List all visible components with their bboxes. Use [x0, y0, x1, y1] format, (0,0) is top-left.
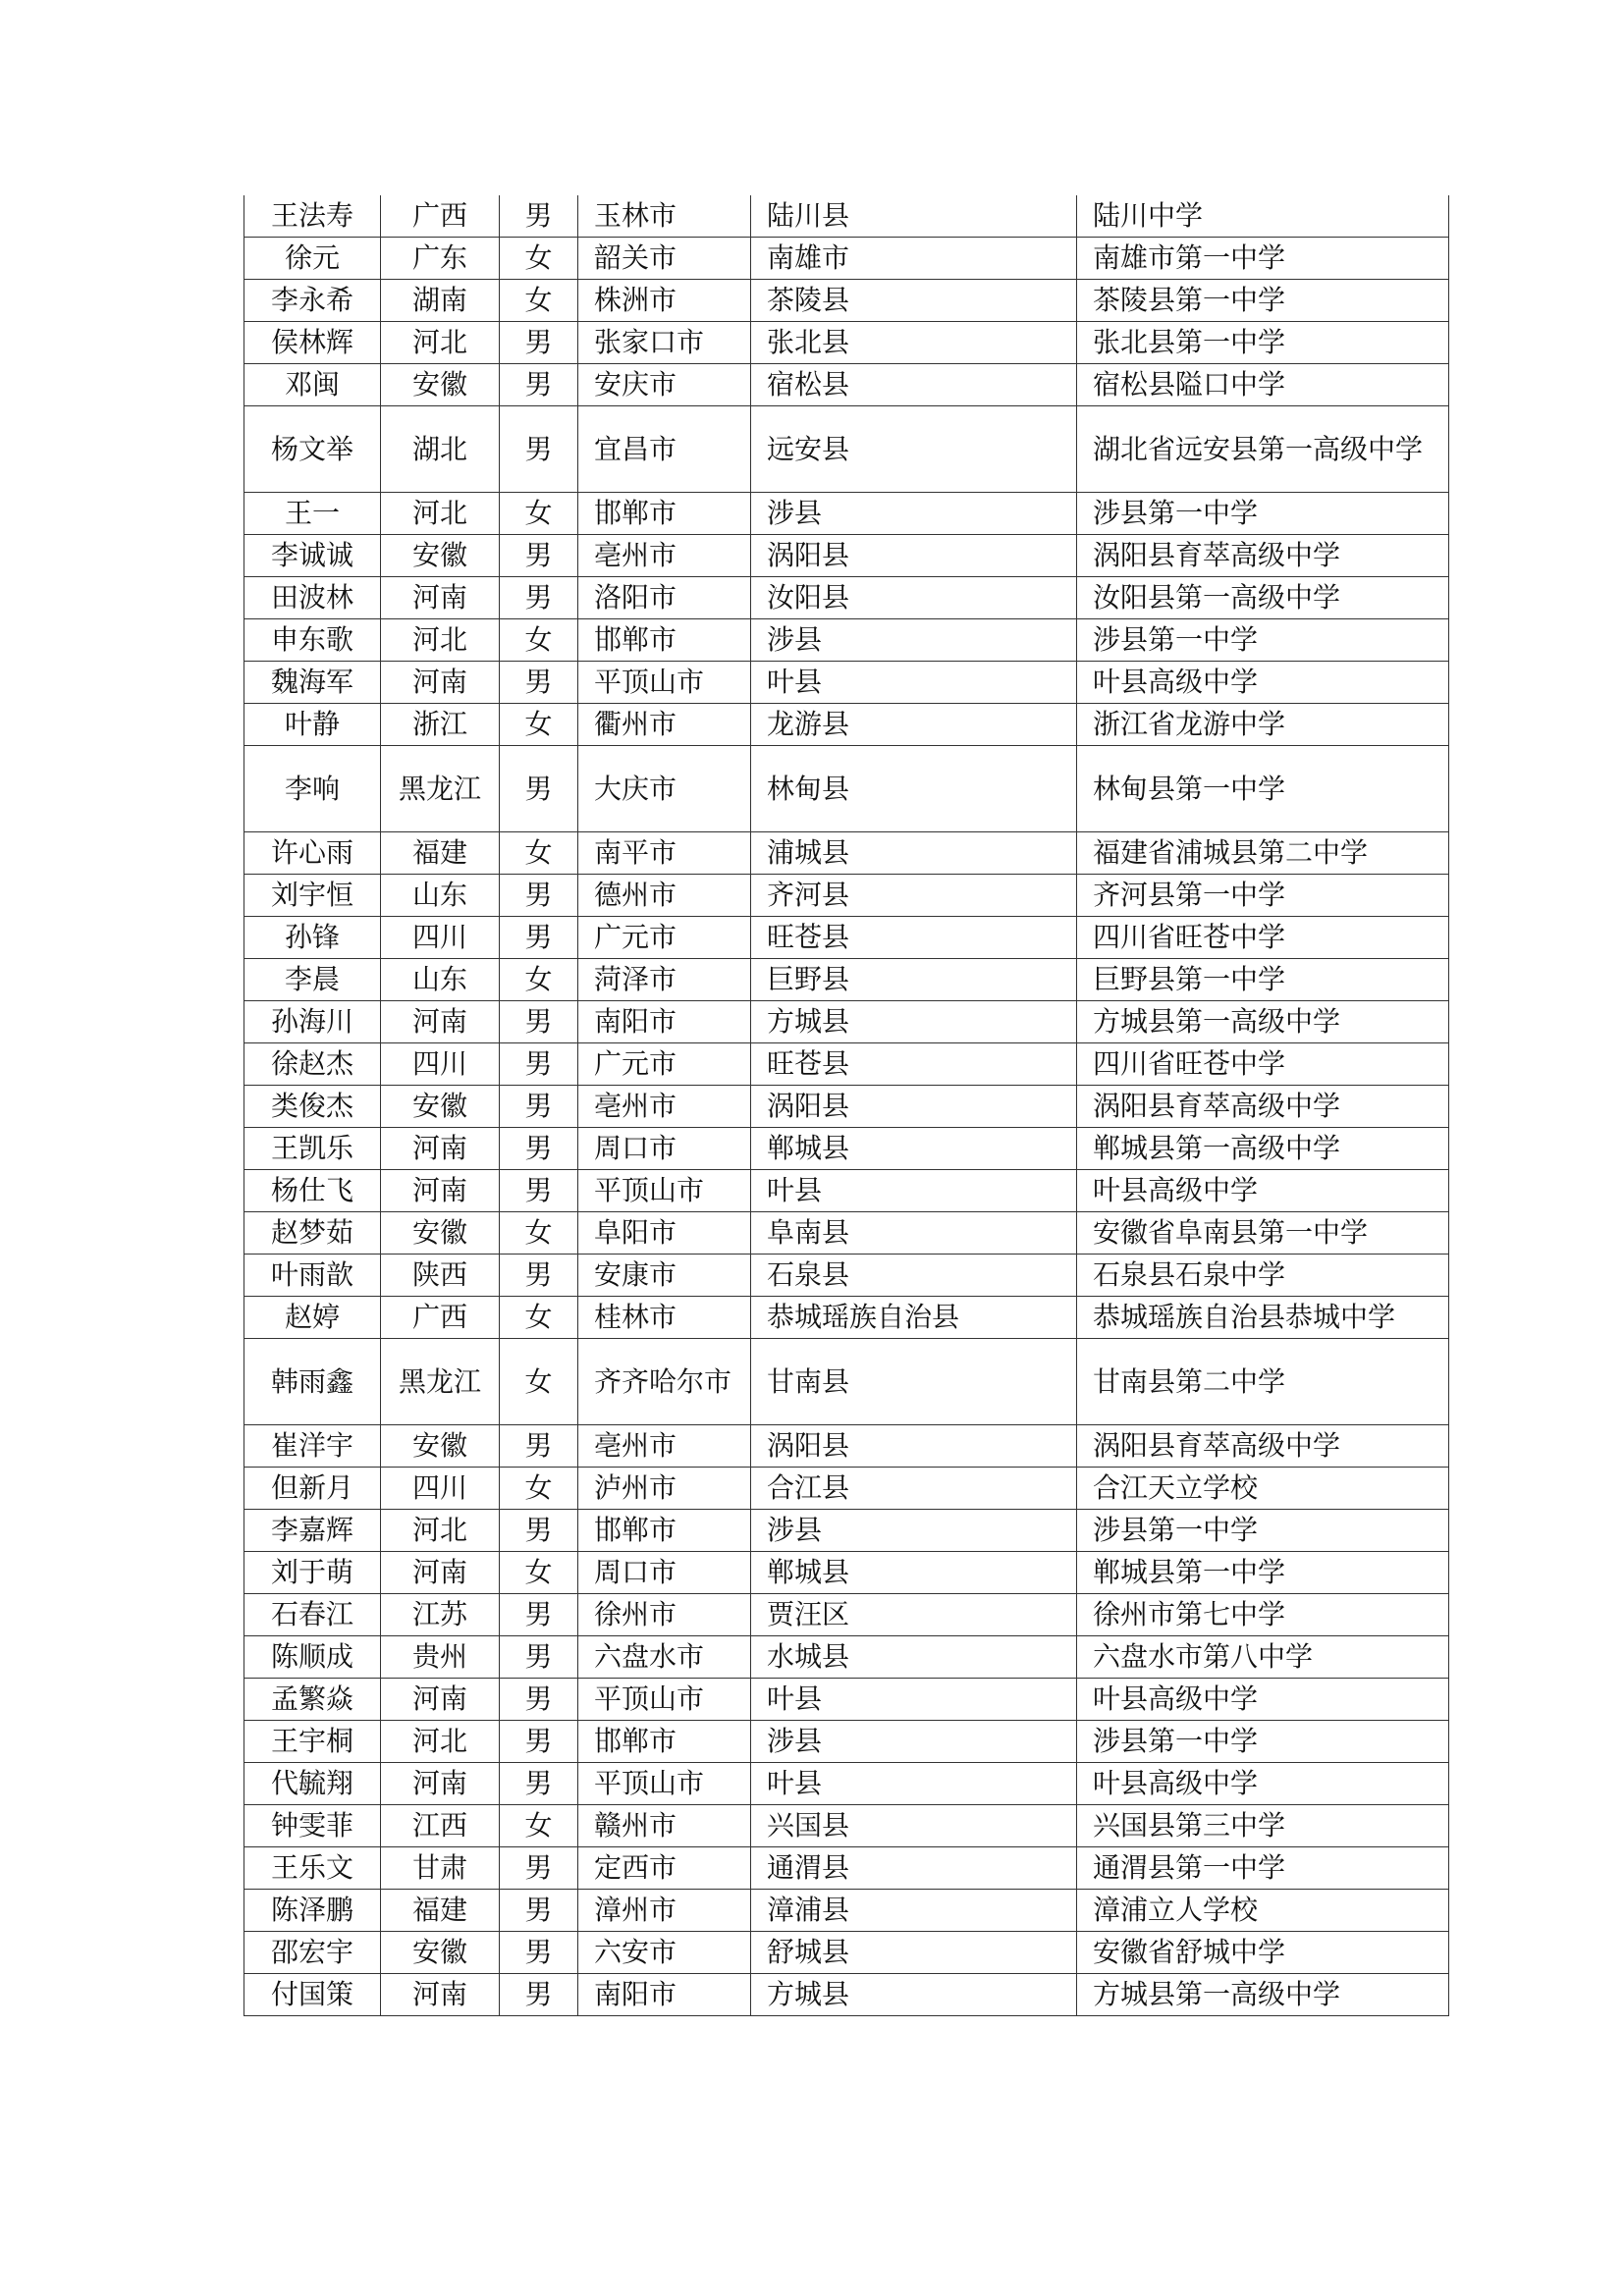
- province-cell: 河南: [381, 1974, 500, 2016]
- gender-cell: 男: [500, 1128, 578, 1170]
- table-row: [244, 1170, 1449, 1212]
- table-row: [244, 493, 1449, 535]
- city-cell: 泸州市: [578, 1468, 751, 1510]
- province-cell: 广西: [381, 1297, 500, 1339]
- school-cell: 叶县高级中学: [1077, 662, 1449, 704]
- city-cell: 平顶山市: [578, 1679, 751, 1721]
- city-cell: 宜昌市: [578, 406, 751, 493]
- school-cell: 石泉县石泉中学: [1077, 1255, 1449, 1297]
- name-cell: 赵梦茹: [244, 1212, 381, 1255]
- name-cell: 代毓翔: [244, 1763, 381, 1805]
- province-cell: 浙江: [381, 704, 500, 746]
- school-cell: 浙江省龙游中学: [1077, 704, 1449, 746]
- table-row: [244, 959, 1449, 1001]
- table-row: [244, 1721, 1449, 1763]
- county-cell: 茶陵县: [751, 280, 1077, 322]
- school-cell: 叶县高级中学: [1077, 1679, 1449, 1721]
- city-cell: 亳州市: [578, 1425, 751, 1468]
- city-cell: 张家口市: [578, 322, 751, 364]
- school-cell: 涉县第一中学: [1077, 493, 1449, 535]
- school-cell: 齐河县第一中学: [1077, 875, 1449, 917]
- name-cell: 付国策: [244, 1974, 381, 2016]
- school-cell: 南雄市第一中学: [1077, 238, 1449, 280]
- province-cell: 贵州: [381, 1636, 500, 1679]
- county-cell: 宿松县: [751, 364, 1077, 406]
- city-cell: 亳州市: [578, 535, 751, 577]
- table-row: [244, 875, 1449, 917]
- table-row: [244, 1086, 1449, 1128]
- province-cell: 河南: [381, 662, 500, 704]
- city-cell: 菏泽市: [578, 959, 751, 1001]
- school-cell: 合江天立学校: [1077, 1468, 1449, 1510]
- school-cell: 陆川中学: [1077, 195, 1449, 238]
- name-cell: 孙锋: [244, 917, 381, 959]
- name-cell: 侯林辉: [244, 322, 381, 364]
- name-cell: 刘宇恒: [244, 875, 381, 917]
- province-cell: 河南: [381, 1679, 500, 1721]
- gender-cell: 男: [500, 364, 578, 406]
- county-cell: 叶县: [751, 1679, 1077, 1721]
- table-row: [244, 704, 1449, 746]
- school-cell: 茶陵县第一中学: [1077, 280, 1449, 322]
- city-cell: 邯郸市: [578, 619, 751, 662]
- city-cell: 大庆市: [578, 746, 751, 832]
- county-cell: 张北县: [751, 322, 1077, 364]
- city-cell: 平顶山市: [578, 662, 751, 704]
- province-cell: 安徽: [381, 364, 500, 406]
- city-cell: 玉林市: [578, 195, 751, 238]
- city-cell: 株洲市: [578, 280, 751, 322]
- name-cell: 孙海川: [244, 1001, 381, 1043]
- county-cell: 石泉县: [751, 1255, 1077, 1297]
- name-cell: 刘于萌: [244, 1552, 381, 1594]
- province-cell: 河南: [381, 1001, 500, 1043]
- county-cell: 恭城瑶族自治县: [751, 1297, 1077, 1339]
- name-cell: 王法寿: [244, 195, 381, 238]
- province-cell: 安徽: [381, 535, 500, 577]
- table-row: [244, 195, 1449, 238]
- gender-cell: 女: [500, 1212, 578, 1255]
- table-row: [244, 619, 1449, 662]
- gender-cell: 男: [500, 1763, 578, 1805]
- county-cell: 叶县: [751, 1170, 1077, 1212]
- city-cell: 平顶山市: [578, 1763, 751, 1805]
- province-cell: 河南: [381, 577, 500, 619]
- gender-cell: 男: [500, 195, 578, 238]
- name-cell: 钟雯菲: [244, 1805, 381, 1847]
- school-cell: 郸城县第一中学: [1077, 1552, 1449, 1594]
- student-roster-table: [244, 195, 1449, 2016]
- province-cell: 湖南: [381, 280, 500, 322]
- school-cell: 徐州市第七中学: [1077, 1594, 1449, 1636]
- gender-cell: 男: [500, 1425, 578, 1468]
- county-cell: 远安县: [751, 406, 1077, 493]
- name-cell: 叶雨歆: [244, 1255, 381, 1297]
- gender-cell: 女: [500, 1468, 578, 1510]
- province-cell: 甘肃: [381, 1847, 500, 1890]
- name-cell: 韩雨鑫: [244, 1339, 381, 1425]
- city-cell: 桂林市: [578, 1297, 751, 1339]
- city-cell: 平顶山市: [578, 1170, 751, 1212]
- gender-cell: 男: [500, 1932, 578, 1974]
- province-cell: 河北: [381, 1721, 500, 1763]
- name-cell: 叶静: [244, 704, 381, 746]
- county-cell: 舒城县: [751, 1932, 1077, 1974]
- county-cell: 涉县: [751, 619, 1077, 662]
- name-cell: 王凯乐: [244, 1128, 381, 1170]
- gender-cell: 男: [500, 1001, 578, 1043]
- province-cell: 安徽: [381, 1932, 500, 1974]
- gender-cell: 男: [500, 406, 578, 493]
- school-cell: 安徽省舒城中学: [1077, 1932, 1449, 1974]
- province-cell: 广东: [381, 238, 500, 280]
- name-cell: 李嘉辉: [244, 1510, 381, 1552]
- table-row: [244, 832, 1449, 875]
- table-row: [244, 1339, 1449, 1425]
- county-cell: 水城县: [751, 1636, 1077, 1679]
- school-cell: 林甸县第一中学: [1077, 746, 1449, 832]
- school-cell: 四川省旺苍中学: [1077, 917, 1449, 959]
- province-cell: 山东: [381, 959, 500, 1001]
- table-row: [244, 1679, 1449, 1721]
- county-cell: 通渭县: [751, 1847, 1077, 1890]
- school-cell: 恭城瑶族自治县恭城中学: [1077, 1297, 1449, 1339]
- county-cell: 涉县: [751, 1721, 1077, 1763]
- county-cell: 叶县: [751, 662, 1077, 704]
- city-cell: 南阳市: [578, 1974, 751, 2016]
- name-cell: 王宇桐: [244, 1721, 381, 1763]
- province-cell: 江苏: [381, 1594, 500, 1636]
- city-cell: 邯郸市: [578, 1721, 751, 1763]
- gender-cell: 女: [500, 959, 578, 1001]
- province-cell: 黑龙江: [381, 746, 500, 832]
- gender-cell: 女: [500, 704, 578, 746]
- city-cell: 邯郸市: [578, 1510, 751, 1552]
- city-cell: 南平市: [578, 832, 751, 875]
- table-row: [244, 406, 1449, 493]
- table-row: [244, 1636, 1449, 1679]
- school-cell: 湖北省远安县第一高级中学: [1077, 406, 1449, 493]
- gender-cell: 男: [500, 875, 578, 917]
- table-row: [244, 746, 1449, 832]
- gender-cell: 女: [500, 238, 578, 280]
- county-cell: 南雄市: [751, 238, 1077, 280]
- city-cell: 安康市: [578, 1255, 751, 1297]
- table-row: [244, 1255, 1449, 1297]
- city-cell: 广元市: [578, 917, 751, 959]
- name-cell: 徐赵杰: [244, 1043, 381, 1086]
- city-cell: 邯郸市: [578, 493, 751, 535]
- province-cell: 山东: [381, 875, 500, 917]
- county-cell: 贾汪区: [751, 1594, 1077, 1636]
- gender-cell: 男: [500, 1510, 578, 1552]
- gender-cell: 女: [500, 832, 578, 875]
- name-cell: 王乐文: [244, 1847, 381, 1890]
- province-cell: 四川: [381, 1468, 500, 1510]
- school-cell: 巨野县第一中学: [1077, 959, 1449, 1001]
- name-cell: 类俊杰: [244, 1086, 381, 1128]
- gender-cell: 男: [500, 662, 578, 704]
- city-cell: 广元市: [578, 1043, 751, 1086]
- school-cell: 涉县第一中学: [1077, 619, 1449, 662]
- name-cell: 田波林: [244, 577, 381, 619]
- name-cell: 徐元: [244, 238, 381, 280]
- table-row: [244, 1510, 1449, 1552]
- school-cell: 涡阳县育萃高级中学: [1077, 1086, 1449, 1128]
- school-cell: 方城县第一高级中学: [1077, 1001, 1449, 1043]
- gender-cell: 男: [500, 1974, 578, 2016]
- gender-cell: 男: [500, 1255, 578, 1297]
- city-cell: 徐州市: [578, 1594, 751, 1636]
- school-cell: 方城县第一高级中学: [1077, 1974, 1449, 2016]
- name-cell: 李响: [244, 746, 381, 832]
- school-cell: 张北县第一中学: [1077, 322, 1449, 364]
- table-row: [244, 917, 1449, 959]
- province-cell: 广西: [381, 195, 500, 238]
- county-cell: 甘南县: [751, 1339, 1077, 1425]
- county-cell: 阜南县: [751, 1212, 1077, 1255]
- table-row: [244, 535, 1449, 577]
- gender-cell: 男: [500, 1170, 578, 1212]
- name-cell: 孟繁焱: [244, 1679, 381, 1721]
- county-cell: 旺苍县: [751, 1043, 1077, 1086]
- county-cell: 涉县: [751, 1510, 1077, 1552]
- name-cell: 申东歌: [244, 619, 381, 662]
- table-row: [244, 1594, 1449, 1636]
- school-cell: 漳浦立人学校: [1077, 1890, 1449, 1932]
- gender-cell: 男: [500, 322, 578, 364]
- city-cell: 六安市: [578, 1932, 751, 1974]
- city-cell: 洛阳市: [578, 577, 751, 619]
- school-cell: 宿松县隘口中学: [1077, 364, 1449, 406]
- city-cell: 漳州市: [578, 1890, 751, 1932]
- gender-cell: 女: [500, 280, 578, 322]
- province-cell: 安徽: [381, 1086, 500, 1128]
- gender-cell: 男: [500, 917, 578, 959]
- table-row: [244, 662, 1449, 704]
- gender-cell: 男: [500, 746, 578, 832]
- gender-cell: 女: [500, 493, 578, 535]
- province-cell: 湖北: [381, 406, 500, 493]
- school-cell: 涡阳县育萃高级中学: [1077, 1425, 1449, 1468]
- name-cell: 陈泽鹏: [244, 1890, 381, 1932]
- gender-cell: 男: [500, 1594, 578, 1636]
- table-row: [244, 1805, 1449, 1847]
- roster-body: [244, 195, 1449, 2016]
- gender-cell: 女: [500, 1552, 578, 1594]
- city-cell: 亳州市: [578, 1086, 751, 1128]
- gender-cell: 女: [500, 1805, 578, 1847]
- school-cell: 六盘水市第八中学: [1077, 1636, 1449, 1679]
- county-cell: 郸城县: [751, 1128, 1077, 1170]
- province-cell: 四川: [381, 1043, 500, 1086]
- table-row: [244, 238, 1449, 280]
- province-cell: 河北: [381, 322, 500, 364]
- county-cell: 涡阳县: [751, 535, 1077, 577]
- table-row: [244, 1468, 1449, 1510]
- name-cell: 邓闽: [244, 364, 381, 406]
- school-cell: 甘南县第二中学: [1077, 1339, 1449, 1425]
- school-cell: 兴国县第三中学: [1077, 1805, 1449, 1847]
- county-cell: 林甸县: [751, 746, 1077, 832]
- table-row: [244, 1001, 1449, 1043]
- table-row: [244, 1212, 1449, 1255]
- city-cell: 定西市: [578, 1847, 751, 1890]
- county-cell: 合江县: [751, 1468, 1077, 1510]
- city-cell: 衢州市: [578, 704, 751, 746]
- name-cell: 杨文举: [244, 406, 381, 493]
- gender-cell: 男: [500, 1043, 578, 1086]
- school-cell: 四川省旺苍中学: [1077, 1043, 1449, 1086]
- gender-cell: 男: [500, 1086, 578, 1128]
- gender-cell: 男: [500, 1636, 578, 1679]
- school-cell: 通渭县第一中学: [1077, 1847, 1449, 1890]
- school-cell: 涉县第一中学: [1077, 1510, 1449, 1552]
- city-cell: 六盘水市: [578, 1636, 751, 1679]
- city-cell: 韶关市: [578, 238, 751, 280]
- county-cell: 齐河县: [751, 875, 1077, 917]
- province-cell: 河北: [381, 493, 500, 535]
- province-cell: 福建: [381, 1890, 500, 1932]
- province-cell: 河南: [381, 1552, 500, 1594]
- name-cell: 王一: [244, 493, 381, 535]
- name-cell: 杨仕飞: [244, 1170, 381, 1212]
- name-cell: 魏海军: [244, 662, 381, 704]
- school-cell: 郸城县第一高级中学: [1077, 1128, 1449, 1170]
- table-row: [244, 1763, 1449, 1805]
- county-cell: 涡阳县: [751, 1425, 1077, 1468]
- gender-cell: 女: [500, 1297, 578, 1339]
- county-cell: 巨野县: [751, 959, 1077, 1001]
- table-row: [244, 1425, 1449, 1468]
- name-cell: 李诚诚: [244, 535, 381, 577]
- province-cell: 河北: [381, 619, 500, 662]
- table-row: [244, 1297, 1449, 1339]
- gender-cell: 男: [500, 1679, 578, 1721]
- school-cell: 汝阳县第一高级中学: [1077, 577, 1449, 619]
- city-cell: 齐齐哈尔市: [578, 1339, 751, 1425]
- gender-cell: 男: [500, 1721, 578, 1763]
- name-cell: 许心雨: [244, 832, 381, 875]
- province-cell: 陕西: [381, 1255, 500, 1297]
- province-cell: 安徽: [381, 1425, 500, 1468]
- county-cell: 漳浦县: [751, 1890, 1077, 1932]
- city-cell: 赣州市: [578, 1805, 751, 1847]
- county-cell: 兴国县: [751, 1805, 1077, 1847]
- province-cell: 福建: [381, 832, 500, 875]
- gender-cell: 男: [500, 1847, 578, 1890]
- table-row: [244, 1890, 1449, 1932]
- name-cell: 邵宏宇: [244, 1932, 381, 1974]
- county-cell: 陆川县: [751, 195, 1077, 238]
- city-cell: 南阳市: [578, 1001, 751, 1043]
- county-cell: 方城县: [751, 1974, 1077, 2016]
- school-cell: 福建省浦城县第二中学: [1077, 832, 1449, 875]
- county-cell: 浦城县: [751, 832, 1077, 875]
- county-cell: 郸城县: [751, 1552, 1077, 1594]
- school-cell: 叶县高级中学: [1077, 1763, 1449, 1805]
- table-row: [244, 1847, 1449, 1890]
- gender-cell: 男: [500, 1890, 578, 1932]
- school-cell: 涡阳县育萃高级中学: [1077, 535, 1449, 577]
- city-cell: 安庆市: [578, 364, 751, 406]
- province-cell: 河南: [381, 1763, 500, 1805]
- county-cell: 涉县: [751, 493, 1077, 535]
- name-cell: 崔洋宇: [244, 1425, 381, 1468]
- city-cell: 德州市: [578, 875, 751, 917]
- table-row: [244, 322, 1449, 364]
- name-cell: 陈顺成: [244, 1636, 381, 1679]
- county-cell: 汝阳县: [751, 577, 1077, 619]
- gender-cell: 女: [500, 619, 578, 662]
- name-cell: 石春江: [244, 1594, 381, 1636]
- table-row: [244, 1043, 1449, 1086]
- table-row: [244, 1932, 1449, 1974]
- name-cell: 但新月: [244, 1468, 381, 1510]
- province-cell: 河北: [381, 1510, 500, 1552]
- province-cell: 安徽: [381, 1212, 500, 1255]
- province-cell: 河南: [381, 1128, 500, 1170]
- table-row: [244, 1552, 1449, 1594]
- table-row: [244, 577, 1449, 619]
- school-cell: 叶县高级中学: [1077, 1170, 1449, 1212]
- gender-cell: 男: [500, 535, 578, 577]
- county-cell: 方城县: [751, 1001, 1077, 1043]
- province-cell: 河南: [381, 1170, 500, 1212]
- county-cell: 涡阳县: [751, 1086, 1077, 1128]
- table-row: [244, 1974, 1449, 2016]
- gender-cell: 男: [500, 577, 578, 619]
- city-cell: 周口市: [578, 1128, 751, 1170]
- table-row: [244, 1128, 1449, 1170]
- name-cell: 李晨: [244, 959, 381, 1001]
- table-row: [244, 280, 1449, 322]
- province-cell: 江西: [381, 1805, 500, 1847]
- gender-cell: 女: [500, 1339, 578, 1425]
- county-cell: 龙游县: [751, 704, 1077, 746]
- county-cell: 旺苍县: [751, 917, 1077, 959]
- school-cell: 涉县第一中学: [1077, 1721, 1449, 1763]
- city-cell: 阜阳市: [578, 1212, 751, 1255]
- school-cell: 安徽省阜南县第一中学: [1077, 1212, 1449, 1255]
- province-cell: 黑龙江: [381, 1339, 500, 1425]
- city-cell: 周口市: [578, 1552, 751, 1594]
- table-row: [244, 364, 1449, 406]
- name-cell: 赵婷: [244, 1297, 381, 1339]
- province-cell: 四川: [381, 917, 500, 959]
- county-cell: 叶县: [751, 1763, 1077, 1805]
- name-cell: 李永希: [244, 280, 381, 322]
